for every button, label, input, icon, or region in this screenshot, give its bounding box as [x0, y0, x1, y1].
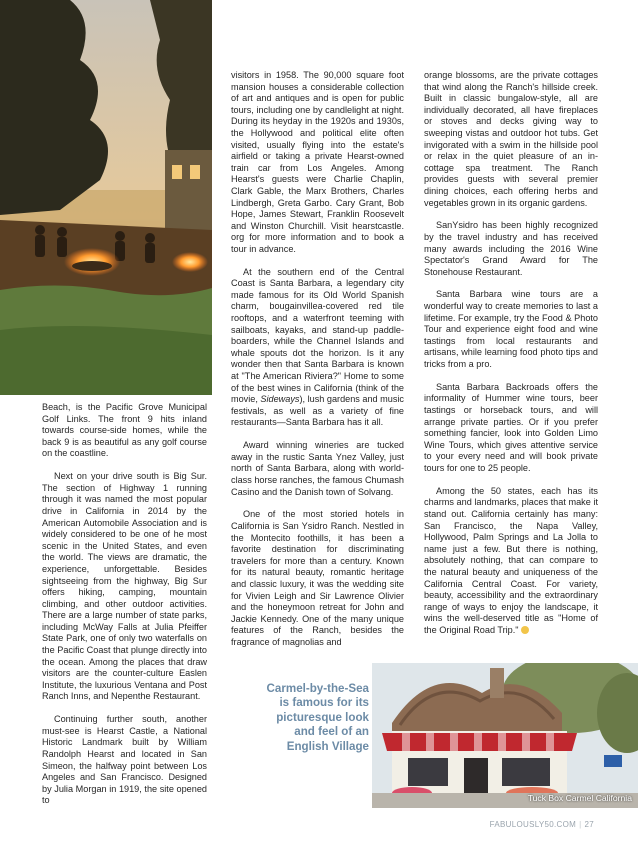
paragraph: SanYsidro has been highly recognized by the travel industry and has received many awards including the 2016 Wine Spectator's Grand Award for The Stonehouse Restaurant.	[424, 220, 598, 277]
page-number: 27	[584, 820, 594, 829]
article-column-3	[424, 70, 598, 648]
top-photo-sunset-terrace	[0, 0, 212, 395]
paragraph-text: At the southern end of the Central Coast is Santa Barbara, a legendary city made famous for its Old World Spanish charm, bougainvillea-covered red tile rooftops, and a waterfront teeming with sailboats, kayaks, and stand-up paddle-boarders, while the Channel Islands and whale spouts dot the horizon. Is it any wonder then that Santa Barbara is known at "The American Riviera?" Home to some of the best wines in California (think of the movie,	[231, 266, 404, 405]
bottom-photo-tuck-box	[372, 663, 638, 808]
paragraph	[424, 486, 598, 637]
paragraph	[231, 267, 404, 429]
movie-title: Sideways	[260, 394, 300, 405]
paragraph: Santa Barbara wine tours are a wonderful way to create memories to last a lifetime. For example, try the Food & Photo Tour and experience eight food and wine tastings from local restaurants and artisans, while learning food photo tips and tricks from a pro.	[424, 289, 598, 370]
article-column-1	[42, 402, 207, 818]
caption-line: picturesque look	[276, 710, 369, 724]
top-photo-illustration	[0, 0, 212, 395]
paragraph: orange blossoms, are the private cottages that wind along the Ranch's hillside creek. Built in classic bungalow-style, all are individually decorated, all have fireplaces or stoves and decks giving way to sweeping vistas and outdoor hot tubs. Get invigorated with a swim in the hillside pool or relax in the quiet pleasure of an in-cottage spa treatment. The Ranch provides guests with several premier dining choices, each offering herbs and vegetables grown in its organic gardens.	[424, 70, 598, 208]
paragraph: One of the most storied hotels in California is San Ysidro Ranch. Nestled in the Montecito foothills, it has been a favorite destination for discriminating travelers for more than a century. Known for its natural beauty, romantic heritage and classic luxury, it was the wedding site for Vivien Leigh and Sir Lawrence Olivier and the honeymoon retreat for John and Jackie Kennedy. One of the many unique features of the Ranch, besides the fragrance of magnolias and	[231, 509, 404, 647]
caption-line: Carmel-by-the-Sea	[266, 682, 369, 695]
caption-line: and feel of an	[294, 725, 369, 739]
paragraph-text: Among the 50 states, each has its charms and landmarks, places that make it stand out. California certainly has many: San Francisco, the Napa Valley, Hollywood, Palm Springs and La Jolla to name just a few. But there is nothing, absolutely nothing, that can compare to the natural beauty and uniqueness of the California Central Coast. For variety, beauty, accessibility and the extraordinary range of ways to enjoy the landscape, it wins the well-deserved title as "Home of the Original Road Trip."	[424, 485, 598, 635]
photo-caption	[243, 682, 369, 754]
footer-separator: |	[579, 820, 582, 829]
article-column-2	[231, 70, 404, 660]
paragraph: visitors in 1958. The 90,000 square foot mansion houses a considerable collection of art and antiques and is open for public tours, including one by candlelight at night. During its heyday in the 1920s and 1930s, the Hollywood and political elite often visited, usually flying into the estate's airfield or taking a private Hearst-owned train car from Los Angeles. Among Hearst's guests were Charlie Chaplin, Clark Gable, the Marx Brothers, Charles Lindbergh, Greta Garbo. Cary Grant, Bob Hope, James Stewart, Franklin Roosevelt and Winston Churchill. Visit hearstcastle. org for more information and to book a tour in advance.	[231, 70, 404, 254]
smiley-icon	[521, 626, 529, 634]
caption-line: English Village	[286, 739, 369, 753]
caption-line: is famous for its	[279, 696, 369, 710]
paragraph: Next on your drive south is Big Sur. The section of Highway 1 running through it was named the most popular drive in California in 2014 by the American Automobile Association and is widely considered to be one of he most scenic in the United States, and even the world. The views are dramatic, the experience, unforgettable. Besides sightseeing from the highway, Big Sur offers hiking, camping, mountain climbing, and other outdoor activities. There are a large number of state parks, including McWay Falls at Julia Pfeiffer State Park, one of only two waterfalls on the Pacific Coast that plunge directly into the ocean. Among the places that draw visitors are the counter-culture Easlen Institute, the luxurious Ventana and Post Ranch Inns, and Nepenthe Restaurant.	[42, 471, 207, 702]
paragraph: Award winning wineries are tucked away in the rustic Santa Ynez Valley, just north of Santa Barbara, along with world-class horse ranches, the famous Chumash Casino and the Danish town of Solvang.	[231, 440, 404, 497]
photo-credit-label: Tuck Box Carmel California	[527, 793, 632, 803]
paragraph: Continuing further south, another must-see is Hearst Castle, a National Historic Landmark built by William Randolph Hearst and located in San Simeon, the halfway point between Los Angeles and San Francisco. Designed by Julia Morgan in 1919, the site opened to	[42, 714, 207, 806]
footer-site: FABULOUSLY50.COM	[489, 820, 577, 829]
paragraph: Beach, is the Pacific Grove Municipal Golf Links. The front 9 hits inland towards course-side homes, while the back 9 is as beautiful as any golf course on the coastline.	[42, 402, 207, 459]
page-footer	[490, 820, 594, 829]
bottom-photo-illustration	[372, 663, 638, 808]
paragraph: Santa Barbara Backroads offers the informality of Hummer wine tours, beer tastings or horseback tours, and will arrange private parties. Or if you prefer something fancier, look into Golden Limo Wine Tours, which gives attentive service to your every need and will book private tours for one to 25 people.	[424, 381, 598, 473]
paragraph-text: ), lush gardens and music festivals, as well as a variety of fine restaurants—Santa Barbara has it all.	[231, 394, 404, 428]
